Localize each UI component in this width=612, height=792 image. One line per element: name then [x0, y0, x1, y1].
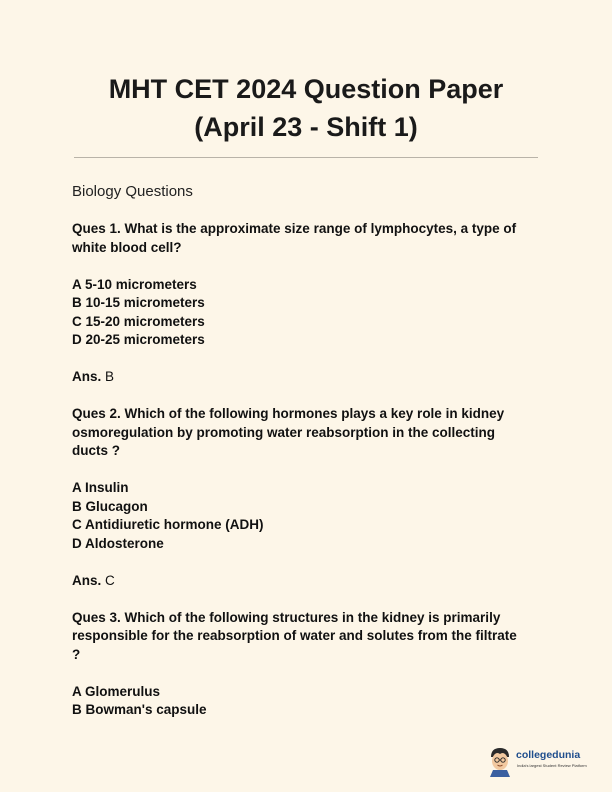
option-item: A Glomerulus [72, 683, 161, 699]
option-item: D Aldosterone [72, 535, 164, 551]
question-line: Ques 3. Which of the following structures in the kidney is primarily [72, 609, 501, 625]
answer-value: C [105, 572, 115, 588]
page-title-line1: MHT CET 2024 Question Paper [108, 74, 504, 104]
option-item: C Antidiuretic hormone (ADH) [72, 517, 264, 532]
questions-list [72, 220, 542, 738]
question-line: responsible for the reabsorption of water and solutes from the filtrate [72, 628, 517, 643]
question-line: Ques 2. Which of the following hormones plays a key role in kidney [72, 406, 505, 421]
option-item: A 5-10 micrometers [72, 276, 197, 292]
page-title [0, 70, 612, 146]
question-line: ducts ? [72, 443, 121, 458]
question-line: ? [72, 646, 81, 662]
option-item: B Glucagon [72, 498, 148, 514]
question-3-text [72, 609, 542, 665]
collegedunia-logo [486, 745, 596, 777]
question-1-answer [72, 368, 542, 387]
question-line: Ques 1. What is the approximate size range of lymphocytes, a type of [72, 221, 517, 236]
option-item: A Insulin [72, 480, 129, 495]
option-item: C 15-20 micrometers [72, 313, 205, 329]
option-item: D 20-25 micrometers [72, 332, 205, 347]
question-2-options [72, 479, 542, 553]
answer-value: B [105, 369, 115, 384]
question-line: osmoregulation by promoting water reabsorption in the collecting [72, 424, 496, 440]
section-title: Biology Questions [72, 183, 193, 200]
logo-tagline: India's largest Student Review Platform [517, 763, 587, 768]
question-line: white blood cell? [72, 239, 182, 255]
title-divider [74, 157, 538, 158]
question-3-options [72, 683, 542, 720]
question-2-text [72, 405, 542, 461]
page-title-line2: (April 23 - Shift 1) [194, 112, 418, 142]
mascot-icon [486, 745, 514, 777]
answer-label: Ans. [72, 369, 102, 384]
question-1-text [72, 220, 542, 257]
question-1-options [72, 276, 542, 350]
logo-name: collegedunia [516, 749, 581, 761]
question-2-answer [72, 572, 542, 591]
option-item: B Bowman's capsule [72, 702, 207, 717]
option-item: B 10-15 micrometers [72, 295, 205, 310]
answer-label: Ans. [72, 572, 102, 588]
